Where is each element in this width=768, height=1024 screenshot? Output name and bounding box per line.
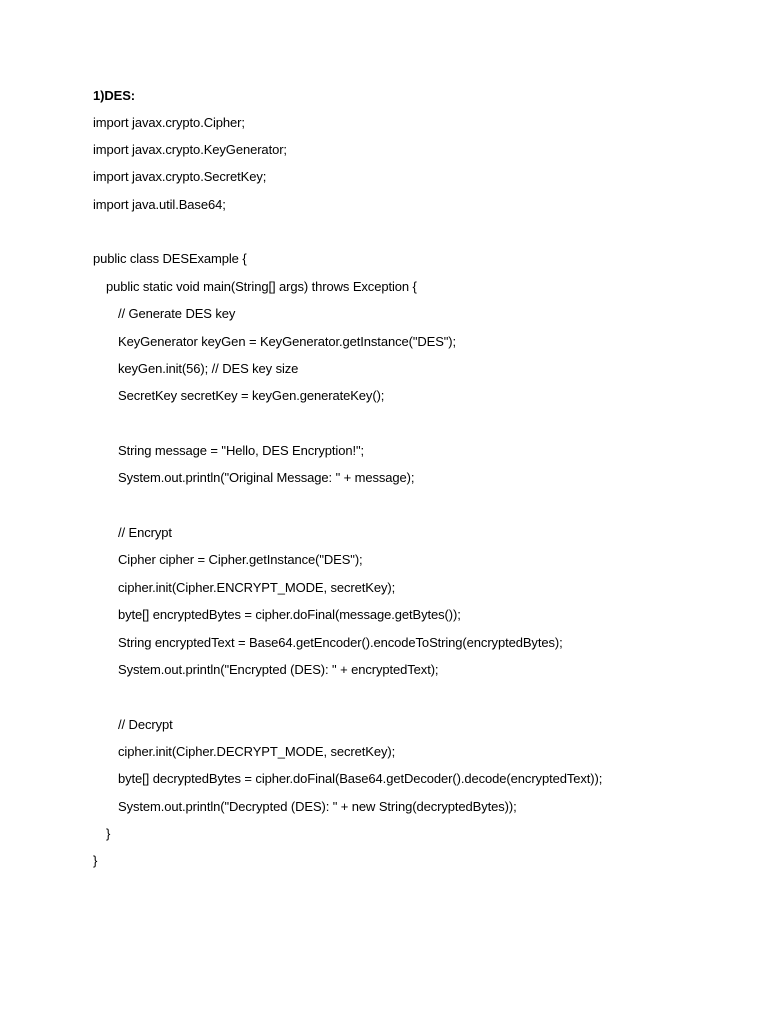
code-closing-brace: } — [106, 826, 111, 841]
code-line: KeyGenerator keyGen = KeyGenerator.getInstance("DES"); — [118, 334, 457, 349]
code-line: String encryptedText = Base64.getEncoder().encodeToString(encryptedBytes); — [118, 635, 563, 650]
code-line: System.out.println("Decrypted (DES): " + new String(decryptedBytes)); — [118, 799, 517, 814]
code-line: import javax.crypto.Cipher; — [93, 115, 245, 130]
code-line: cipher.init(Cipher.ENCRYPT_MODE, secretKey); — [118, 580, 396, 595]
section-heading: 1)DES: — [93, 88, 136, 103]
code-comment: // Decrypt — [118, 717, 173, 732]
code-line: keyGen.init(56); // DES key size — [118, 361, 299, 376]
code-line: import java.util.Base64; — [93, 197, 226, 212]
code-line: System.out.println("Original Message: " + message); — [118, 470, 415, 485]
code-line: byte[] decryptedBytes = cipher.doFinal(Base64.getDecoder().decode(encryptedText)); — [118, 771, 603, 786]
code-line: System.out.println("Encrypted (DES): " + encryptedText); — [118, 662, 439, 677]
code-comment: // Encrypt — [118, 525, 172, 540]
code-line: import javax.crypto.KeyGenerator; — [93, 142, 287, 157]
code-line: public class DESExample { — [93, 251, 247, 266]
code-line: cipher.init(Cipher.DECRYPT_MODE, secretKey); — [118, 744, 396, 759]
code-line: import javax.crypto.SecretKey; — [93, 169, 267, 184]
code-closing-brace: } — [93, 853, 98, 868]
code-line: public static void main(String[] args) throws Exception { — [106, 279, 417, 294]
code-line: String message = "Hello, DES Encryption!"; — [118, 443, 364, 458]
code-line: byte[] encryptedBytes = cipher.doFinal(message.getBytes()); — [118, 607, 461, 622]
code-line: SecretKey secretKey = keyGen.generateKey(); — [118, 388, 385, 403]
code-line: Cipher cipher = Cipher.getInstance("DES"); — [118, 552, 363, 567]
code-comment: // Generate DES key — [118, 306, 236, 321]
